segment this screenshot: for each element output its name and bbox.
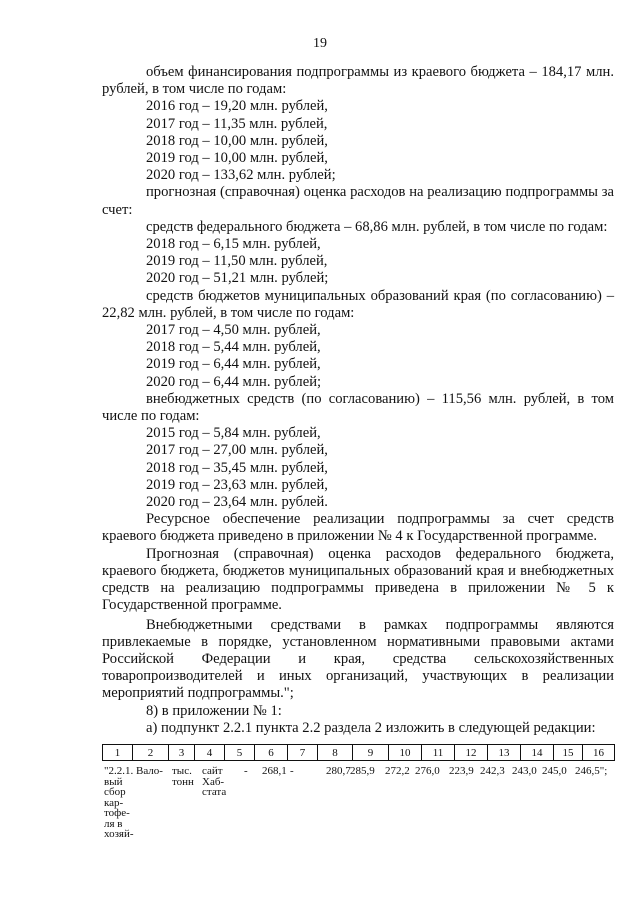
paragraph: а) подпункт 2.2.1 пункта 2.2 раздела 2 изложить в следующей редакции: (146, 719, 596, 736)
paragraph: 2019 год – 23,63 млн. рублей, (146, 476, 328, 493)
paragraph: Ресурсное обеспечение реализации подпрограммы за счет средств краевого бюджета приведено в приложении № 4 к Государственной программе. (102, 511, 614, 545)
column-number-cell: 16 (583, 745, 615, 761)
table-cell: 242,3 (480, 765, 505, 777)
paragraph: средств бюджетов муниципальных образований края (по согласованию) – 22,82 млн. рублей, в том числе по годам: (102, 287, 614, 321)
column-number-cell: 8 (318, 745, 353, 761)
table-cell: 246,5"; (575, 765, 608, 777)
column-number-cell: 14 (521, 745, 554, 761)
table-cell: 272,2 (385, 765, 410, 777)
paragraph: 2020 год – 133,62 млн. рублей; (146, 167, 336, 184)
table-cell: 243,0 (512, 765, 537, 777)
paragraph: прогнозная (справочная) оценка расходов на реализацию подпрограммы за счет: (102, 184, 614, 218)
paragraph: 2018 год – 35,45 млн. рублей, (146, 459, 328, 476)
table-cell: - (244, 765, 248, 777)
table-cell: 285,9 (350, 765, 375, 777)
column-number-cell: 10 (389, 745, 422, 761)
paragraph: Внебюджетными средствами в рамках подпрограммы являются привлекаемые в порядке, установленном нормативными правовыми актами Российской Федерации и края, средства сельскохозяйственных товаропроизводителей и иных организаций, участвующих в реализации мероприятий подпрограммы."; (102, 616, 614, 702)
paragraph: 8) в приложении № 1: (146, 702, 282, 719)
table-cell: "2.2.1. Вало- вый сбор кар- тофе- ля в хозяй- (104, 765, 163, 840)
table-cell: 268,1 (262, 765, 287, 777)
paragraph: внебюджетных средств (по согласованию) – 115,56 млн. рублей, в том числе по годам: (102, 390, 614, 425)
paragraph: средств федерального бюджета – 68,86 млн. рублей, в том числе по годам: (146, 218, 608, 235)
table-header-row (103, 745, 615, 761)
paragraph: Прогнозная (справочная) оценка расходов федерального бюджета, краевого бюджета, бюджетов муниципальных образований края и внебюджетных средств на реализацию подпрограммы приведена в приложении № 5 к Государственной программе. (102, 545, 614, 614)
paragraph: 2020 год – 6,44 млн. рублей; (146, 373, 322, 390)
page-number: 19 (313, 36, 327, 51)
table-cell: 223,9 (449, 765, 474, 777)
column-number-table (102, 744, 615, 761)
paragraph: объем финансирования подпрограммы из краевого бюджета – 184,17 млн. рублей, в том числе по годам: (102, 64, 614, 98)
paragraph: 2015 год – 5,84 млн. рублей, (146, 425, 321, 442)
table-cell: - (290, 765, 294, 777)
paragraph: 2018 год – 6,15 млн. рублей, (146, 236, 321, 253)
column-number-cell: 13 (488, 745, 521, 761)
column-number-cell: 11 (422, 745, 455, 761)
table-cell: 280,7 (326, 765, 351, 777)
column-number-cell: 9 (353, 745, 389, 761)
document-body (102, 64, 614, 737)
paragraph: 2016 год – 19,20 млн. рублей, (146, 98, 328, 115)
paragraph: 2017 год – 11,35 млн. рублей, (146, 115, 328, 132)
column-number-cell: 3 (169, 745, 195, 761)
column-number-cell: 4 (195, 745, 225, 761)
table-cell: тыс. тонн (172, 765, 194, 788)
column-number-cell: 7 (288, 745, 318, 761)
table-cell: сайт Хаб- стата (202, 765, 227, 798)
table-cell: 245,0 (542, 765, 567, 777)
paragraph: 2019 год – 6,44 млн. рублей, (146, 356, 321, 373)
column-number-cell: 5 (225, 745, 255, 761)
paragraph: 2018 год – 5,44 млн. рублей, (146, 339, 321, 356)
paragraph: 2017 год – 4,50 млн. рублей, (146, 322, 321, 339)
column-number-cell: 12 (455, 745, 488, 761)
column-number-cell: 2 (133, 745, 169, 761)
paragraph: 2019 год – 11,50 млн. рублей, (146, 253, 328, 270)
paragraph: 2020 год – 23,64 млн. рублей. (146, 494, 328, 511)
paragraph: 2018 год – 10,00 млн. рублей, (146, 132, 328, 149)
paragraph: 2020 год – 51,21 млн. рублей; (146, 270, 329, 287)
paragraph: 2019 год – 10,00 млн. рублей, (146, 150, 328, 167)
column-number-cell: 6 (255, 745, 288, 761)
column-number-cell: 15 (554, 745, 583, 761)
column-number-cell: 1 (103, 745, 133, 761)
table-cell: 276,0 (415, 765, 440, 777)
paragraph: 2017 год – 27,00 млн. рублей, (146, 442, 328, 459)
